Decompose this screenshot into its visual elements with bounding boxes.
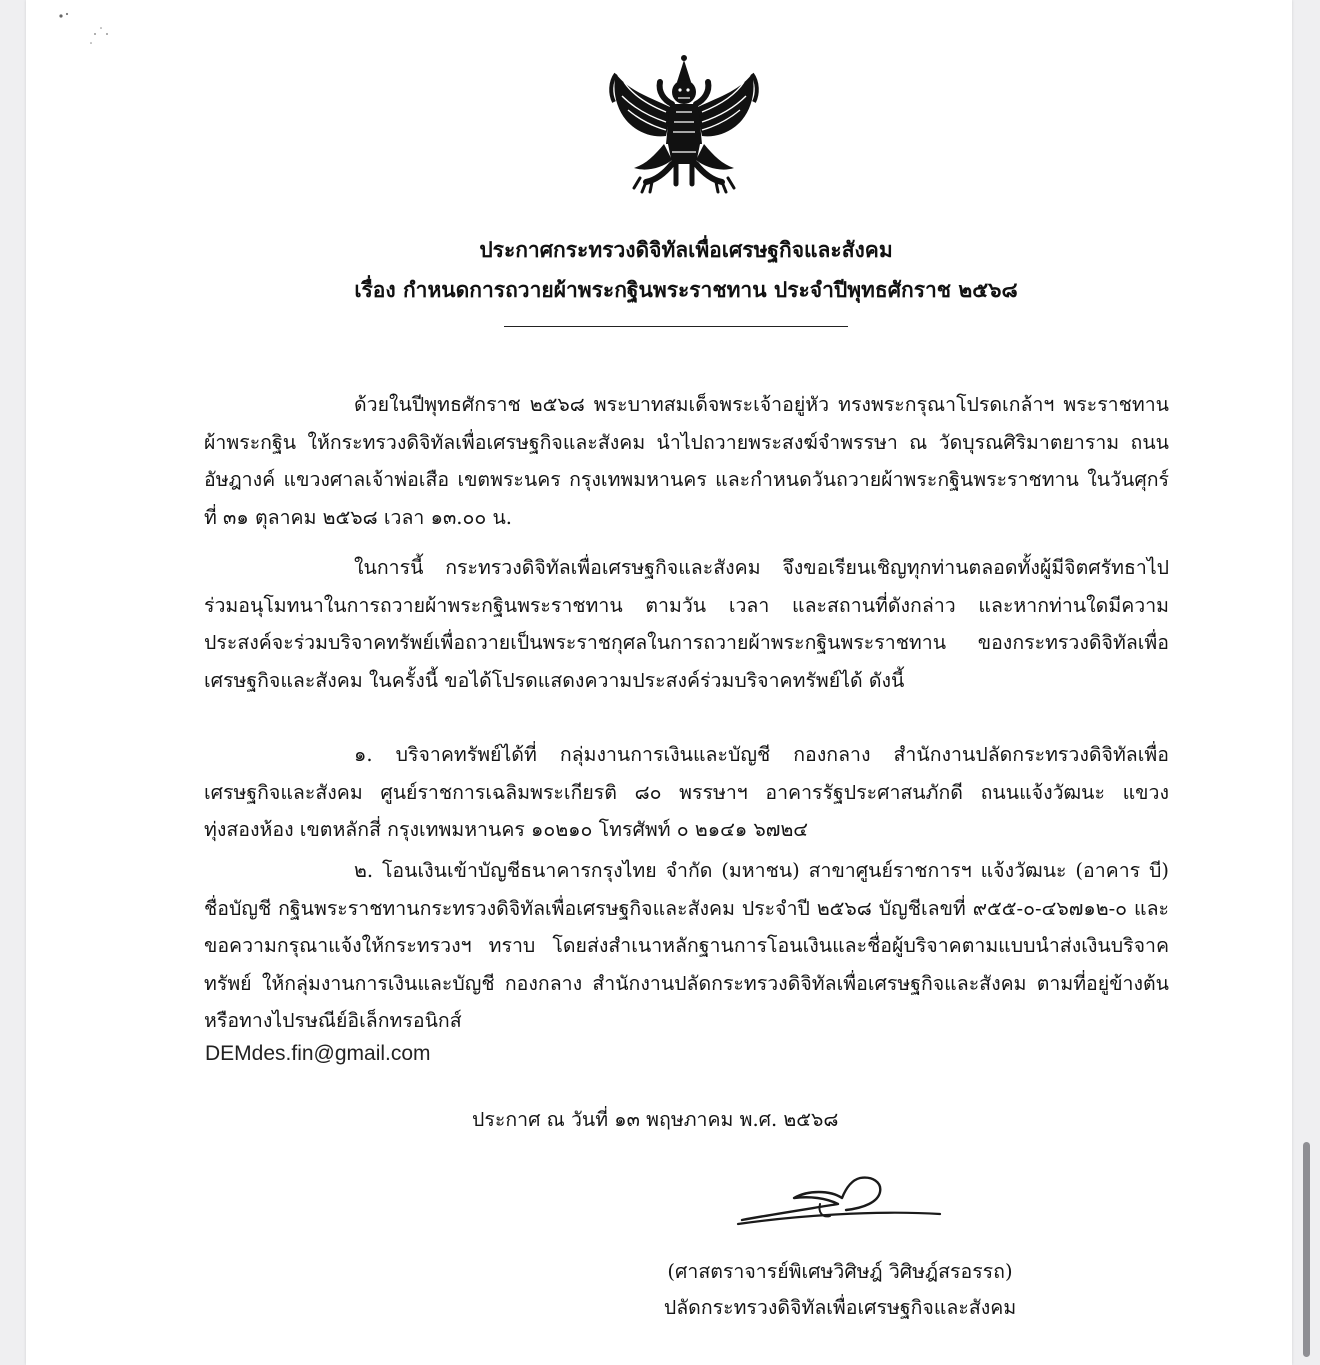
paragraph-invitation	[204, 549, 1169, 699]
announcement-date: ประกาศ ณ วันที่ ๑๓ พฤษภาคม พ.ศ. ๒๕๖๘	[472, 1108, 839, 1131]
donation-option-1-text: ๑. บริจาคทรัพย์ได้ที่ กลุ่มงานการเงินและบัญชี กองกลาง สำนักงานปลัดกระทรวงดิจิทัลเพื่อเศรษฐกิจและสังคม ศูนย์ราชการเฉลิมพระเกียรติ ๘๐ พรรษาฯ อาคารรัฐประศาสนภักดี ถนนแจ้งวัฒนะ แขวงทุ่งสองห้อง เขตหลักสี่ กรุงเทพมหานคร ๑๐๒๑๐ โทรศัพท์ ๐ ๒๑๔๑ ๖๗๒๔	[204, 743, 1169, 841]
paragraph-invitation-text: ในการนี้ กระทรวงดิจิทัลเพื่อเศรษฐกิจและสังคม จึงขอเรียนเชิญทุกท่านตลอดทั้งผู้มีจิตศรัทธาไปร่วมอนุโมทนาในการถวายผ้าพระกฐินพระราชทาน ตามวัน เวลา และสถานที่ดังกล่าว และหากท่านใดมีความประสงค์จะร่วมบริจาคทรัพย์เพื่อถวายเป็นพระราชกุศลในการถวายผ้าพระกฐินพระราชทาน ของกระทรวงดิจิทัลเพื่อเศรษฐกิจและสังคม ในครั้งนี้ ขอได้โปรดแสดงความประสงค์ร่วมบริจาคทรัพย์ได้ ดังนี้	[204, 556, 1169, 692]
signer-name: (ศาสตราจารย์พิเศษวิศิษฎ์ วิศิษฎ์สรอรรถ)	[667, 1260, 1013, 1283]
title-divider	[504, 326, 848, 327]
donation-option-2-text: ๒. โอนเงินเข้าบัญชีธนาคารกรุงไทย จำกัด (มหาชน) สาขาศูนย์ราชการฯ แจ้งวัฒนะ (อาคาร บี) ชื่อบัญชี กฐินพระราชทานกระทรวงดิจิทัลเพื่อเศรษฐกิจและสังคม ประจำปี ๒๕๖๘ บัญชีเลขที่ ๙๕๕-๐-๔๖๗๑๒-๐ และขอความกรุณาแจ้งให้กระทรวงฯ ทราบ โดยส่งสำเนาหลักฐานการโอนเงินและชื่อผู้บริจาคตามแบบนำส่งเงินบริจาคทรัพย์ ให้กลุ่มงานการเงินและบัญชี กองกลาง สำนักงานปลัดกระทรวงดิจิทัลเพื่อเศรษฐกิจและสังคม ตามที่อยู่ข้างต้น หรือทางไปรษณีย์อิเล็กทรอนิกส์	[204, 859, 1169, 1032]
donation-option-1	[204, 736, 1169, 849]
donation-option-2	[204, 852, 1169, 1040]
paragraph-intro	[204, 386, 1169, 536]
announcement-subject: เรื่อง กำหนดการถวายผ้าพระกฐินพระราชทาน ประจำปีพุทธศักราช ๒๕๖๘	[354, 277, 1018, 302]
paragraph-intro-text: ด้วยในปีพุทธศักราช ๒๕๖๘ พระบาทสมเด็จพระเจ้าอยู่หัว ทรงพระกรุณาโปรดเกล้าฯ พระราชทานผ้าพระกฐิน ให้กระทรวงดิจิทัลเพื่อเศรษฐกิจและสังคม นำไปถวายพระสงฆ์จำพรรษา ณ วัดบุรณศิริมาตยาราม ถนนอัษฎางค์ แขวงศาลเจ้าพ่อเสือ เขตพระนคร กรุงเทพมหานคร และกำหนดวันถวายผ้าพระกฐินพระราชทาน ในวันศุกร์ที่ ๓๑ ตุลาคม ๒๕๖๘ เวลา ๑๓.๐๐ น.	[204, 393, 1169, 529]
contact-email: DEMdes.fin@gmail.com	[205, 1042, 431, 1065]
announcement-title: ประกาศกระทรวงดิจิทัลเพื่อเศรษฐกิจและสังคม	[479, 237, 893, 262]
scan-specks	[55, 8, 125, 58]
vertical-scrollbar[interactable]	[1303, 1142, 1310, 1357]
garuda-emblem	[606, 52, 762, 200]
handwritten-signature	[734, 1168, 946, 1238]
signer-position: ปลัดกระทรวงดิจิทัลเพื่อเศรษฐกิจและสังคม	[663, 1296, 1017, 1319]
